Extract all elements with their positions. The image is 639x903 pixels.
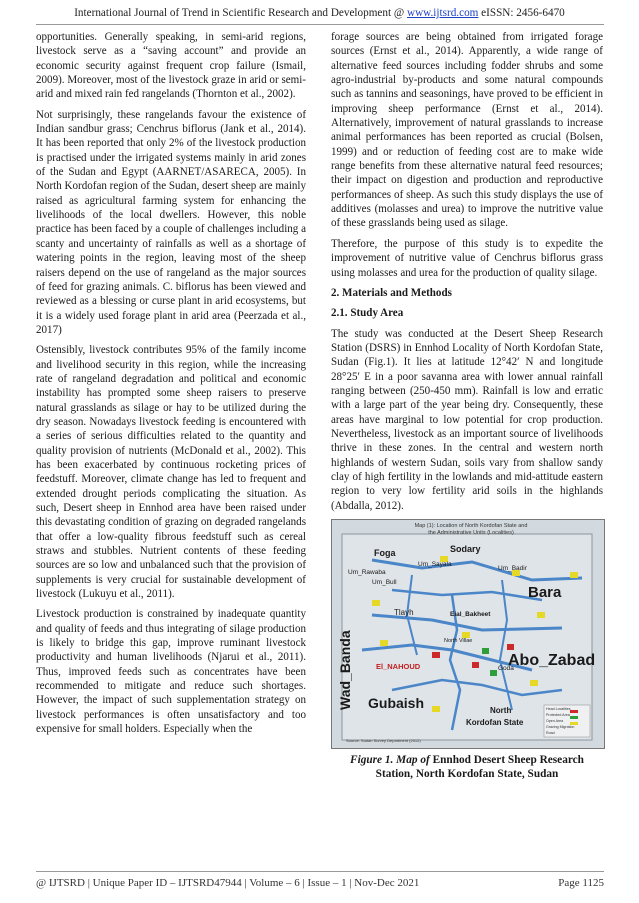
map-source: Source: Sudan Survey Department (2012)	[346, 738, 421, 743]
map-label: Sodary	[450, 544, 481, 554]
figure-caption	[331, 753, 603, 781]
caption-italic: Figure 1. Map of	[350, 754, 430, 766]
paragraph: Therefore, the purpose of this study is to expedite the improvement of nutritive value of Cenchrus biflorus grass using molasses and urea for the production of quality silage.	[331, 237, 603, 279]
legend-item: Protected Area	[546, 713, 570, 717]
map-label: Wad_Banda	[337, 630, 353, 710]
header-divider	[36, 24, 604, 25]
study-area-map	[331, 519, 605, 749]
paragraph: Livestock production is constrained by inadequate quantity and quality of feeds and thus integrating of silage production is likely to bridge this gap, improve ruminant livestock productivity and human livelihoods (Njarui et al., 2011). Thus, improved feeds such as concentrates have been recommended to mitigate and reduce such shortages. However, the impact of such supplementation strategy on livestock performances is often unsatisfactory and too expensive for small holders. Especially when the	[36, 608, 306, 736]
paragraph: forage sources are being obtained from irrigated forage sources (Ernst et al., 2014). Apparently, a wide range of alternative feed sources including fodder shrubs and some agro-industrial by-products and some natural compounds such as tannins and seasonings, have proved to be efficient in improving sheep performance (Ernst et al., 2014). Alternatively, improvement of natural grasslands to increase animal performances has been reported as crucial (Bolsen, 1999) and or reduction of feeding cost are to make wide range benefits from these alternative natural feed resources; their impact on digestion and production and reproductive performances of sheep. As such this study displays the use of additives (molasses and urea) to improve the nutritive value of these grasslands being used as silage.	[331, 31, 603, 230]
map-label: Gubaish	[368, 695, 425, 711]
map-label: Bara	[528, 584, 562, 601]
paragraph: opportunities. Generally speaking, in semi-arid regions, livestock serve as a “saving account” and provide an economic security against frequent crop failure (Ismail, 2009). Moreover, most of the livestock graze in arid or semi-arid and mixed rain fed rangelands (Thornton et al., 2002).	[36, 31, 306, 101]
map-label: Um_Badir	[498, 565, 527, 572]
section-heading: 2. Materials and Methods	[331, 286, 452, 299]
map-label: Um_Rawaba	[348, 569, 386, 576]
legend-item: Open Area	[546, 719, 564, 723]
right-column	[331, 30, 603, 781]
subsection-heading: 2.1. Study Area	[331, 307, 404, 320]
journal-url-link[interactable]: www.ijtsrd.com	[407, 7, 479, 19]
legend-item: Road	[546, 731, 555, 735]
map-label: Eial_Bakheet	[450, 611, 491, 618]
paragraph: The study was conducted at the Desert Sheep Research Station (DSRS) in Ennhod Locality of North Kordofan State, Sudan (Fig.1). It lies at latitude 12°42′ N and longitude 28°25′ E in a poor savanna area with lower annual rainfall ranging between (250-450 mm). Rainfall is low and erratic with a large part of the year being dry. Consequently, these areas have marginal to low potential for crop production. Nevertheless, livestock as an important source of livelihoods thrive in these zones. In the central and western north highlands of western Sudan, soils vary from shallow sandy clay of high fertility in the lowlands and mid-attitude eastern region to very low fertility arid soils in the highlands (Abdalla, 2012).	[331, 327, 603, 512]
paragraph: Not surprisingly, these rangelands favour the existence of Indian sandbur grass; Cenchrus biflorus (Jank et al., 2014). It has been reported that only 2% of the livestock production is practised under the irrigated systems mainly in arid zones of the Sudan and Egypt (AARNET/ASARECA, 2005). In North Kordofan region of the Sudan, desert sheep are mainly raised as agricultural farming system for enhancing the livelihoods of the local dwellers. However, this noble practice has been faced by a couple of challenges including a scanty and uncertainty of rainfalls as well as a shortage of watering points in the region, leaving most of the sheep raisers depend on the use of rangeland as the major sources of feed for grazing animals. C. biflorus has been viewed and reviewed as a blessing or curse plant in arid ecosystems, but it is a widely used forage plant in arid area (Peerzada et al., 2017)	[36, 108, 306, 336]
header-issn: eISSN: 2456-6470	[478, 7, 565, 19]
header-prefix: International Journal of Trend in Scientific Research and Development @	[74, 7, 407, 19]
footer-paper-info: @ IJTSRD | Unique Paper ID – IJTSRD47944 | Volume – 6 | Issue – 1 | Nov-Dec 2021	[36, 877, 420, 889]
map-label: Tlayh	[394, 608, 414, 617]
caption-text: Ennhod Desert Sheep Research Station, North Kordofan State, Sudan	[375, 754, 584, 780]
page-number: Page 1125	[558, 877, 604, 889]
paragraph: Ostensibly, livestock contributes 95% of the family income and livelihood security in this region, while the increasing rate of rangeland degradation and political and economic instability has prompted some sheep raisers to preserve natural grasslands as silage or hay to be utilized during the dry season. Nowadays livestock feeding is encountered with a series of serious difficulties related to the quantity and quality provision of nutrients (McDonald et al., 2002). This has been exacerbated by continuous rocketing prices of feedstuff. Moreover, climate change has led to frequent and extended drought periods complicating the situation. As such, Desert sheep in Ennhod area have been raised under this devastating condition of grazing on degraded rangelands that offer a low-quality fibrous feedstuff such as cereal straws and stubbles. Nutrient contents of these feeding sources are so low and unbalanced such that the provision of supplements is very crucial for sustainable development of livestock (Lukuyu et al., 2011).	[36, 344, 306, 601]
map-label: Um_Bull	[372, 579, 397, 586]
map-label: Kordofan State	[466, 718, 524, 727]
map-label: North	[490, 706, 512, 715]
map-label: El_NAHOUD	[376, 662, 421, 671]
map-label: Um_Sayala	[418, 561, 452, 568]
journal-header	[0, 7, 639, 19]
map-label: North Villae	[444, 638, 473, 644]
map-legend	[546, 706, 574, 736]
map-title-line2: the Administrative Units (Localities)	[428, 530, 514, 536]
legend-item: Grazing Migration	[546, 725, 575, 729]
map-label: Goda	[498, 665, 514, 672]
map-title-line1: Map (1): Location of North Kordofan State and	[414, 523, 528, 529]
map-label: Abo_Zabad	[508, 652, 596, 669]
left-column	[36, 30, 306, 743]
map-label: Foga	[374, 548, 396, 558]
legend-item: Head Localities	[546, 707, 571, 711]
footer-divider	[36, 871, 604, 872]
